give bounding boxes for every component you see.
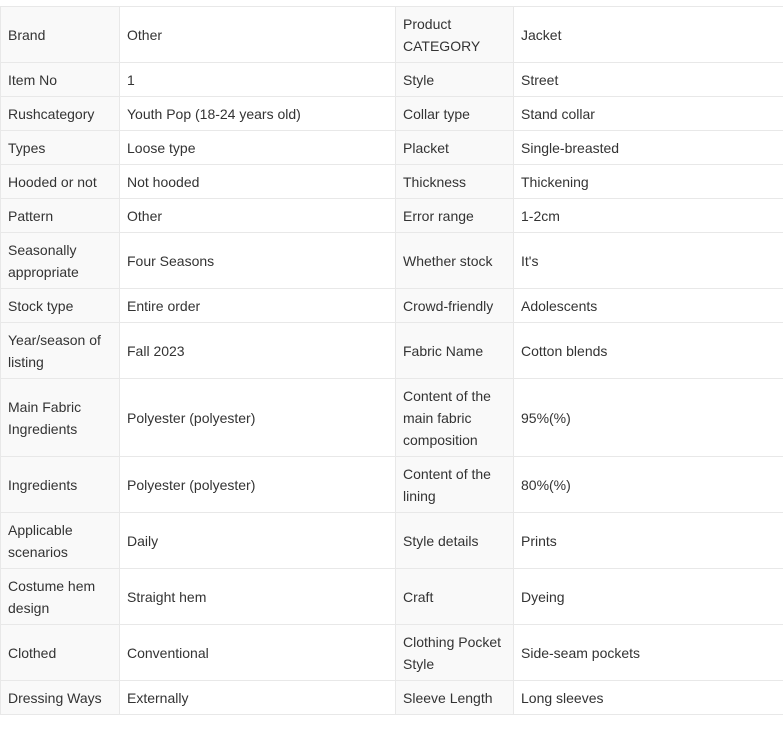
- spec-value: Daily: [120, 513, 396, 569]
- spec-value: It's: [514, 233, 783, 289]
- spec-label: Brand: [1, 7, 120, 63]
- table-row: [1, 289, 783, 323]
- spec-value: 80%(%): [514, 457, 783, 513]
- table-row: [1, 569, 783, 625]
- spec-value: 1-2cm: [514, 199, 783, 233]
- spec-label: Crowd-friendly: [396, 289, 514, 323]
- spec-value: Prints: [514, 513, 783, 569]
- table-row: [1, 457, 783, 513]
- table-row: [1, 681, 783, 715]
- table-row: [1, 199, 783, 233]
- table-row: [1, 379, 783, 457]
- spec-value: Fall 2023: [120, 323, 396, 379]
- spec-label: Stock type: [1, 289, 120, 323]
- table-row: [1, 63, 783, 97]
- spec-value: Polyester (polyester): [120, 379, 396, 457]
- spec-label: Year/season of listing: [1, 323, 120, 379]
- spec-value: Conventional: [120, 625, 396, 681]
- spec-value: Straight hem: [120, 569, 396, 625]
- spec-value: Other: [120, 7, 396, 63]
- spec-label: Pattern: [1, 199, 120, 233]
- spec-label: Whether stock: [396, 233, 514, 289]
- spec-label: Collar type: [396, 97, 514, 131]
- spec-label: Types: [1, 131, 120, 165]
- spec-value: Dyeing: [514, 569, 783, 625]
- table-row: [1, 165, 783, 199]
- spec-label: Costume hem design: [1, 569, 120, 625]
- spec-label: Fabric Name: [396, 323, 514, 379]
- spec-value: Single-breasted: [514, 131, 783, 165]
- spec-label: Item No: [1, 63, 120, 97]
- spec-value: Entire order: [120, 289, 396, 323]
- spec-label: Sleeve Length: [396, 681, 514, 715]
- spec-label: Dressing Ways: [1, 681, 120, 715]
- spec-label: Main Fabric Ingredients: [1, 379, 120, 457]
- spec-value: Adolescents: [514, 289, 783, 323]
- spec-label: Content of the lining: [396, 457, 514, 513]
- spec-label: Applicable scenarios: [1, 513, 120, 569]
- spec-label: Content of the main fabric composition: [396, 379, 514, 457]
- spec-label: Style details: [396, 513, 514, 569]
- spec-label: Craft: [396, 569, 514, 625]
- spec-value: Side-seam pockets: [514, 625, 783, 681]
- table-row: [1, 97, 783, 131]
- spec-value: Thickening: [514, 165, 783, 199]
- table-row: [1, 233, 783, 289]
- spec-value: 1: [120, 63, 396, 97]
- spec-label: Ingredients: [1, 457, 120, 513]
- spec-label: Thickness: [396, 165, 514, 199]
- spec-label: Error range: [396, 199, 514, 233]
- spec-label: Clothed: [1, 625, 120, 681]
- spec-label: Clothing Pocket Style: [396, 625, 514, 681]
- spec-value: Polyester (polyester): [120, 457, 396, 513]
- spec-label: Style: [396, 63, 514, 97]
- spec-value: Jacket: [514, 7, 783, 63]
- spec-value: Youth Pop (18-24 years old): [120, 97, 396, 131]
- spec-value: Street: [514, 63, 783, 97]
- product-spec-table: [0, 6, 783, 715]
- spec-value: Loose type: [120, 131, 396, 165]
- spec-value: Not hooded: [120, 165, 396, 199]
- spec-value: Long sleeves: [514, 681, 783, 715]
- spec-value: Other: [120, 199, 396, 233]
- spec-label: Placket: [396, 131, 514, 165]
- table-row: [1, 7, 783, 63]
- spec-label: Rushcategory: [1, 97, 120, 131]
- table-row: [1, 513, 783, 569]
- spec-value: Four Seasons: [120, 233, 396, 289]
- spec-label: Seasonally appropriate: [1, 233, 120, 289]
- spec-label: Hooded or not: [1, 165, 120, 199]
- spec-value: 95%(%): [514, 379, 783, 457]
- spec-value: Externally: [120, 681, 396, 715]
- table-row: [1, 131, 783, 165]
- table-row: [1, 323, 783, 379]
- spec-label: Product CATEGORY: [396, 7, 514, 63]
- table-row: [1, 625, 783, 681]
- spec-value: Cotton blends: [514, 323, 783, 379]
- spec-value: Stand collar: [514, 97, 783, 131]
- spec-table-body: [1, 7, 783, 715]
